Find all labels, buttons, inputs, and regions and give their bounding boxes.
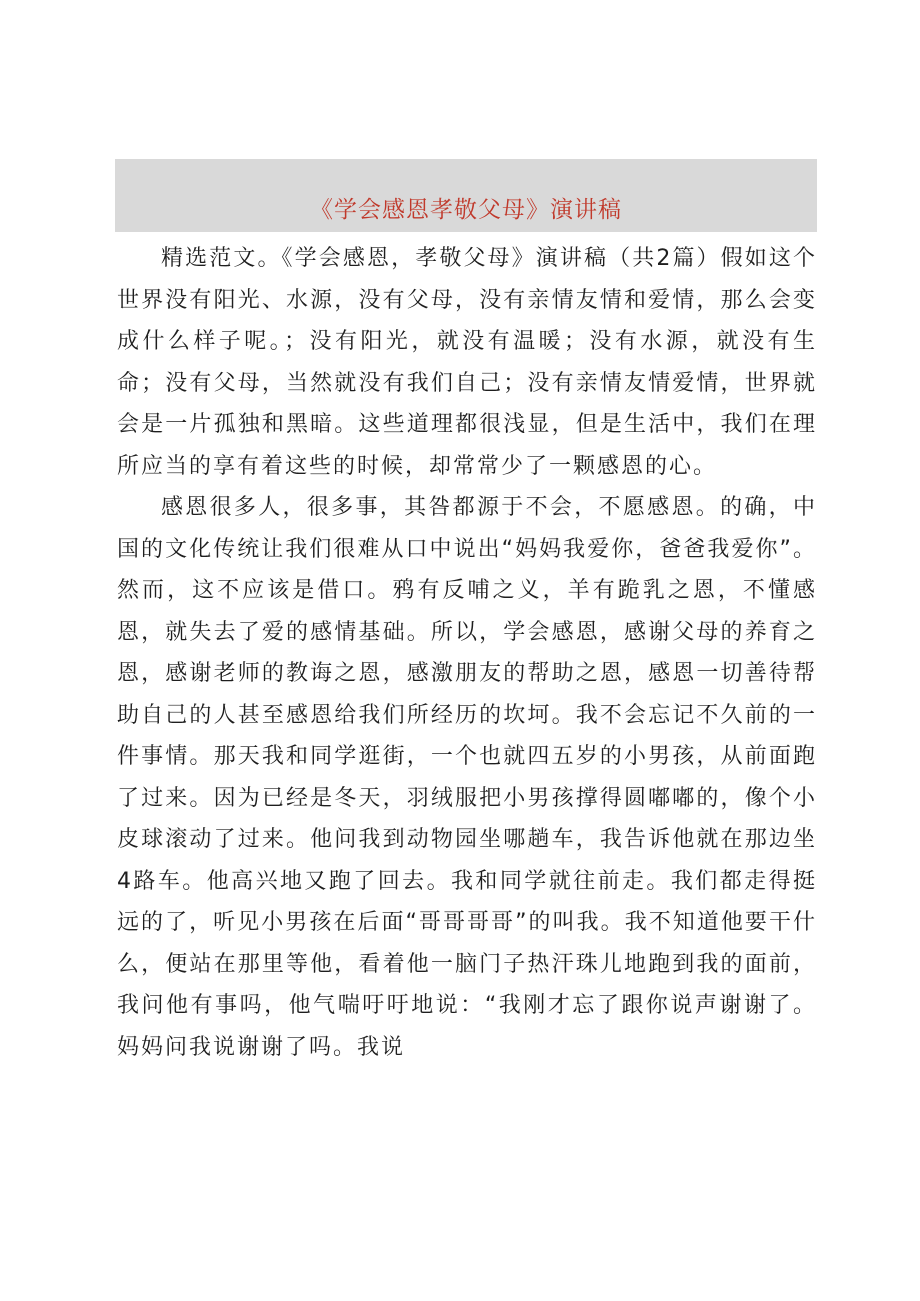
document-title: 《学会感恩孝敬父母》演讲稿 <box>310 197 622 223</box>
paragraph: 精选范文。《学会感恩，孝敬父母》演讲稿（共2篇）假如这个世界没有阳光、水源，没有父母，没有亲情友情和爱情，那么会变成什么样子呢。；没有阳光，就没有温暖；没有水源，就没有生命；没有父母，当然就没有我们自己；没有亲情友情爱情，世界就会是一片孤独和黑暗。这些道理都很浅显，但是生活中，我们在理所应当的享有着这些的时候，却常常少了一颗感恩的心。 <box>117 246 817 479</box>
document-body <box>117 238 817 1068</box>
paragraph: 感恩很多人，很多事，其咎都源于不会，不愿感恩。的确，中国的文化传统让我们很难从口中说出“妈妈我爱你，爸爸我爱你”。然而，这不应该是借口。鸦有反哺之义，羊有跪乳之恩，不懂感恩，就失去了爱的感情基础。所以，学会感恩，感谢父母的养育之恩，感谢老师的教诲之恩，感激朋友的帮助之恩，感恩一切善待帮助自己的人甚至感恩给我们所经历的坎坷。我不会忘记不久前的一件事情。那天我和同学逛街，一个也就四五岁的小男孩，从前面跑了过来。因为已经是冬天，羽绒服把小男孩撑得圆嘟嘟的，像个小皮球滚动了过来。他问我到动物园坐哪趟车，我告诉他就在那边坐4路车。他高兴地又跑了回去。我和同学就往前走。我们都走得挺远的了，听见小男孩在后面“哥哥哥哥”的叫我。我不知道他要干什么，便站在那里等他，看着他一脑门子热汗珠儿地跑到我的面前，我问他有事吗，他气喘吁吁地说：“我刚才忘了跟你说声谢谢了。妈妈问我说谢谢了吗。我说 <box>117 495 817 1060</box>
title-banner <box>115 159 817 232</box>
